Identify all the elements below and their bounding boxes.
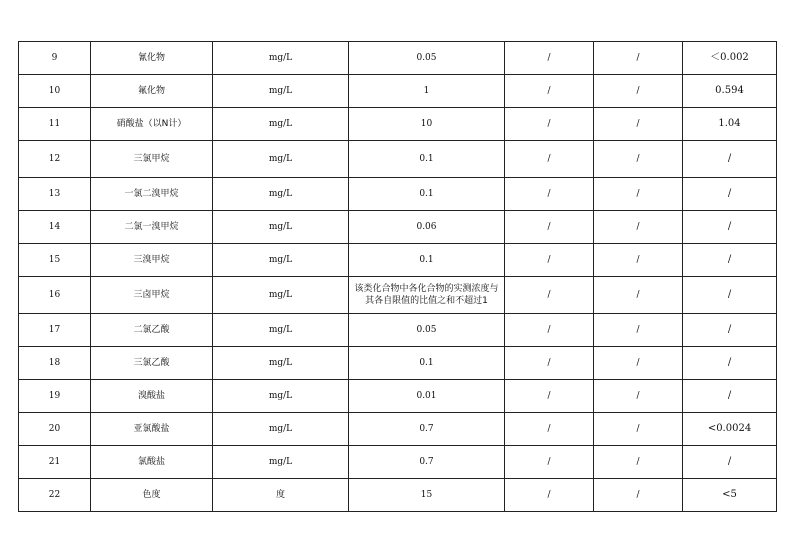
result-cell: / [683, 446, 777, 479]
row-number-cell: 22 [19, 479, 91, 512]
limit-cell: 1 [349, 75, 505, 108]
column-5-cell: / [505, 277, 594, 314]
unit-cell: mg/L [213, 75, 349, 108]
unit-cell: mg/L [213, 347, 349, 380]
item-name-cell: 色度 [91, 479, 213, 512]
item-name-cell: 氟化物 [91, 75, 213, 108]
row-number-cell: 12 [19, 141, 91, 178]
limit-cell: 0.06 [349, 211, 505, 244]
result-cell: / [683, 314, 777, 347]
column-6-cell: / [594, 244, 683, 277]
unit-cell: mg/L [213, 178, 349, 211]
limit-cell: 0.1 [349, 347, 505, 380]
table-row [19, 479, 777, 512]
column-5-cell: / [505, 446, 594, 479]
item-name-cell: 溴酸盐 [91, 380, 213, 413]
limit-cell: 0.05 [349, 314, 505, 347]
item-name-cell: 氰化物 [91, 42, 213, 75]
column-5-cell: / [505, 479, 594, 512]
row-number-cell: 16 [19, 277, 91, 314]
limit-cell: 0.05 [349, 42, 505, 75]
row-number-cell: 13 [19, 178, 91, 211]
column-6-cell: / [594, 211, 683, 244]
row-number-cell: 11 [19, 108, 91, 141]
column-5-cell: / [505, 413, 594, 446]
column-6-cell: / [594, 277, 683, 314]
unit-cell: mg/L [213, 314, 349, 347]
unit-cell: mg/L [213, 108, 349, 141]
result-cell: / [683, 380, 777, 413]
column-5-cell: / [505, 347, 594, 380]
result-cell: / [683, 347, 777, 380]
result-cell: / [683, 178, 777, 211]
table-row [19, 446, 777, 479]
limit-cell: 10 [349, 108, 505, 141]
unit-cell: mg/L [213, 42, 349, 75]
result-cell: <0.0024 [683, 413, 777, 446]
column-5-cell: / [505, 380, 594, 413]
column-5-cell: / [505, 141, 594, 178]
item-name-cell: 硝酸盐（以N计） [91, 108, 213, 141]
table-row [19, 347, 777, 380]
column-5-cell: / [505, 211, 594, 244]
row-number-cell: 14 [19, 211, 91, 244]
table-row [19, 314, 777, 347]
unit-cell: mg/L [213, 446, 349, 479]
row-number-cell: 21 [19, 446, 91, 479]
column-6-cell: / [594, 314, 683, 347]
row-number-cell: 9 [19, 42, 91, 75]
item-name-cell: 三溴甲烷 [91, 244, 213, 277]
limit-cell: 0.1 [349, 141, 505, 178]
column-6-cell: / [594, 108, 683, 141]
row-number-cell: 20 [19, 413, 91, 446]
limit-cell: 0.1 [349, 178, 505, 211]
unit-cell: mg/L [213, 277, 349, 314]
table-row [19, 413, 777, 446]
table-row [19, 178, 777, 211]
column-6-cell: / [594, 141, 683, 178]
column-5-cell: / [505, 178, 594, 211]
item-name-cell: 亚氯酸盐 [91, 413, 213, 446]
table-row [19, 380, 777, 413]
result-cell: / [683, 244, 777, 277]
unit-cell: mg/L [213, 141, 349, 178]
column-5-cell: / [505, 42, 594, 75]
result-cell: 0.594 [683, 75, 777, 108]
item-name-cell: 三卤甲烷 [91, 277, 213, 314]
item-name-cell: 一氯二溴甲烷 [91, 178, 213, 211]
limit-cell: 该类化合物中各化合物的实测浓度与其各自限值的比值之和不超过1 [349, 277, 505, 314]
row-number-cell: 15 [19, 244, 91, 277]
unit-cell: mg/L [213, 244, 349, 277]
result-cell: <5 [683, 479, 777, 512]
water-quality-table [18, 41, 777, 512]
row-number-cell: 19 [19, 380, 91, 413]
column-5-cell: / [505, 244, 594, 277]
row-number-cell: 10 [19, 75, 91, 108]
limit-cell: 15 [349, 479, 505, 512]
column-5-cell: / [505, 108, 594, 141]
table-row [19, 211, 777, 244]
unit-cell: mg/L [213, 413, 349, 446]
column-5-cell: / [505, 314, 594, 347]
column-6-cell: / [594, 75, 683, 108]
limit-cell: 0.7 [349, 446, 505, 479]
column-6-cell: / [594, 380, 683, 413]
result-cell: 1.04 [683, 108, 777, 141]
result-cell: / [683, 141, 777, 178]
column-6-cell: / [594, 347, 683, 380]
table-row [19, 108, 777, 141]
result-cell: / [683, 277, 777, 314]
column-6-cell: / [594, 42, 683, 75]
unit-cell: mg/L [213, 380, 349, 413]
table-row [19, 75, 777, 108]
item-name-cell: 三氯乙酸 [91, 347, 213, 380]
item-name-cell: 二氯一溴甲烷 [91, 211, 213, 244]
item-name-cell: 二氯乙酸 [91, 314, 213, 347]
table-row [19, 277, 777, 314]
limit-cell: 0.01 [349, 380, 505, 413]
row-number-cell: 17 [19, 314, 91, 347]
result-cell: / [683, 211, 777, 244]
column-6-cell: / [594, 446, 683, 479]
column-6-cell: / [594, 178, 683, 211]
table-row [19, 42, 777, 75]
row-number-cell: 18 [19, 347, 91, 380]
table-row [19, 141, 777, 178]
item-name-cell: 氯酸盐 [91, 446, 213, 479]
item-name-cell: 三氯甲烷 [91, 141, 213, 178]
table-body [19, 42, 777, 512]
column-6-cell: / [594, 413, 683, 446]
result-cell: ＜0.002 [683, 42, 777, 75]
table-row [19, 244, 777, 277]
unit-cell: 度 [213, 479, 349, 512]
limit-cell: 0.7 [349, 413, 505, 446]
limit-cell: 0.1 [349, 244, 505, 277]
unit-cell: mg/L [213, 211, 349, 244]
column-5-cell: / [505, 75, 594, 108]
column-6-cell: / [594, 479, 683, 512]
